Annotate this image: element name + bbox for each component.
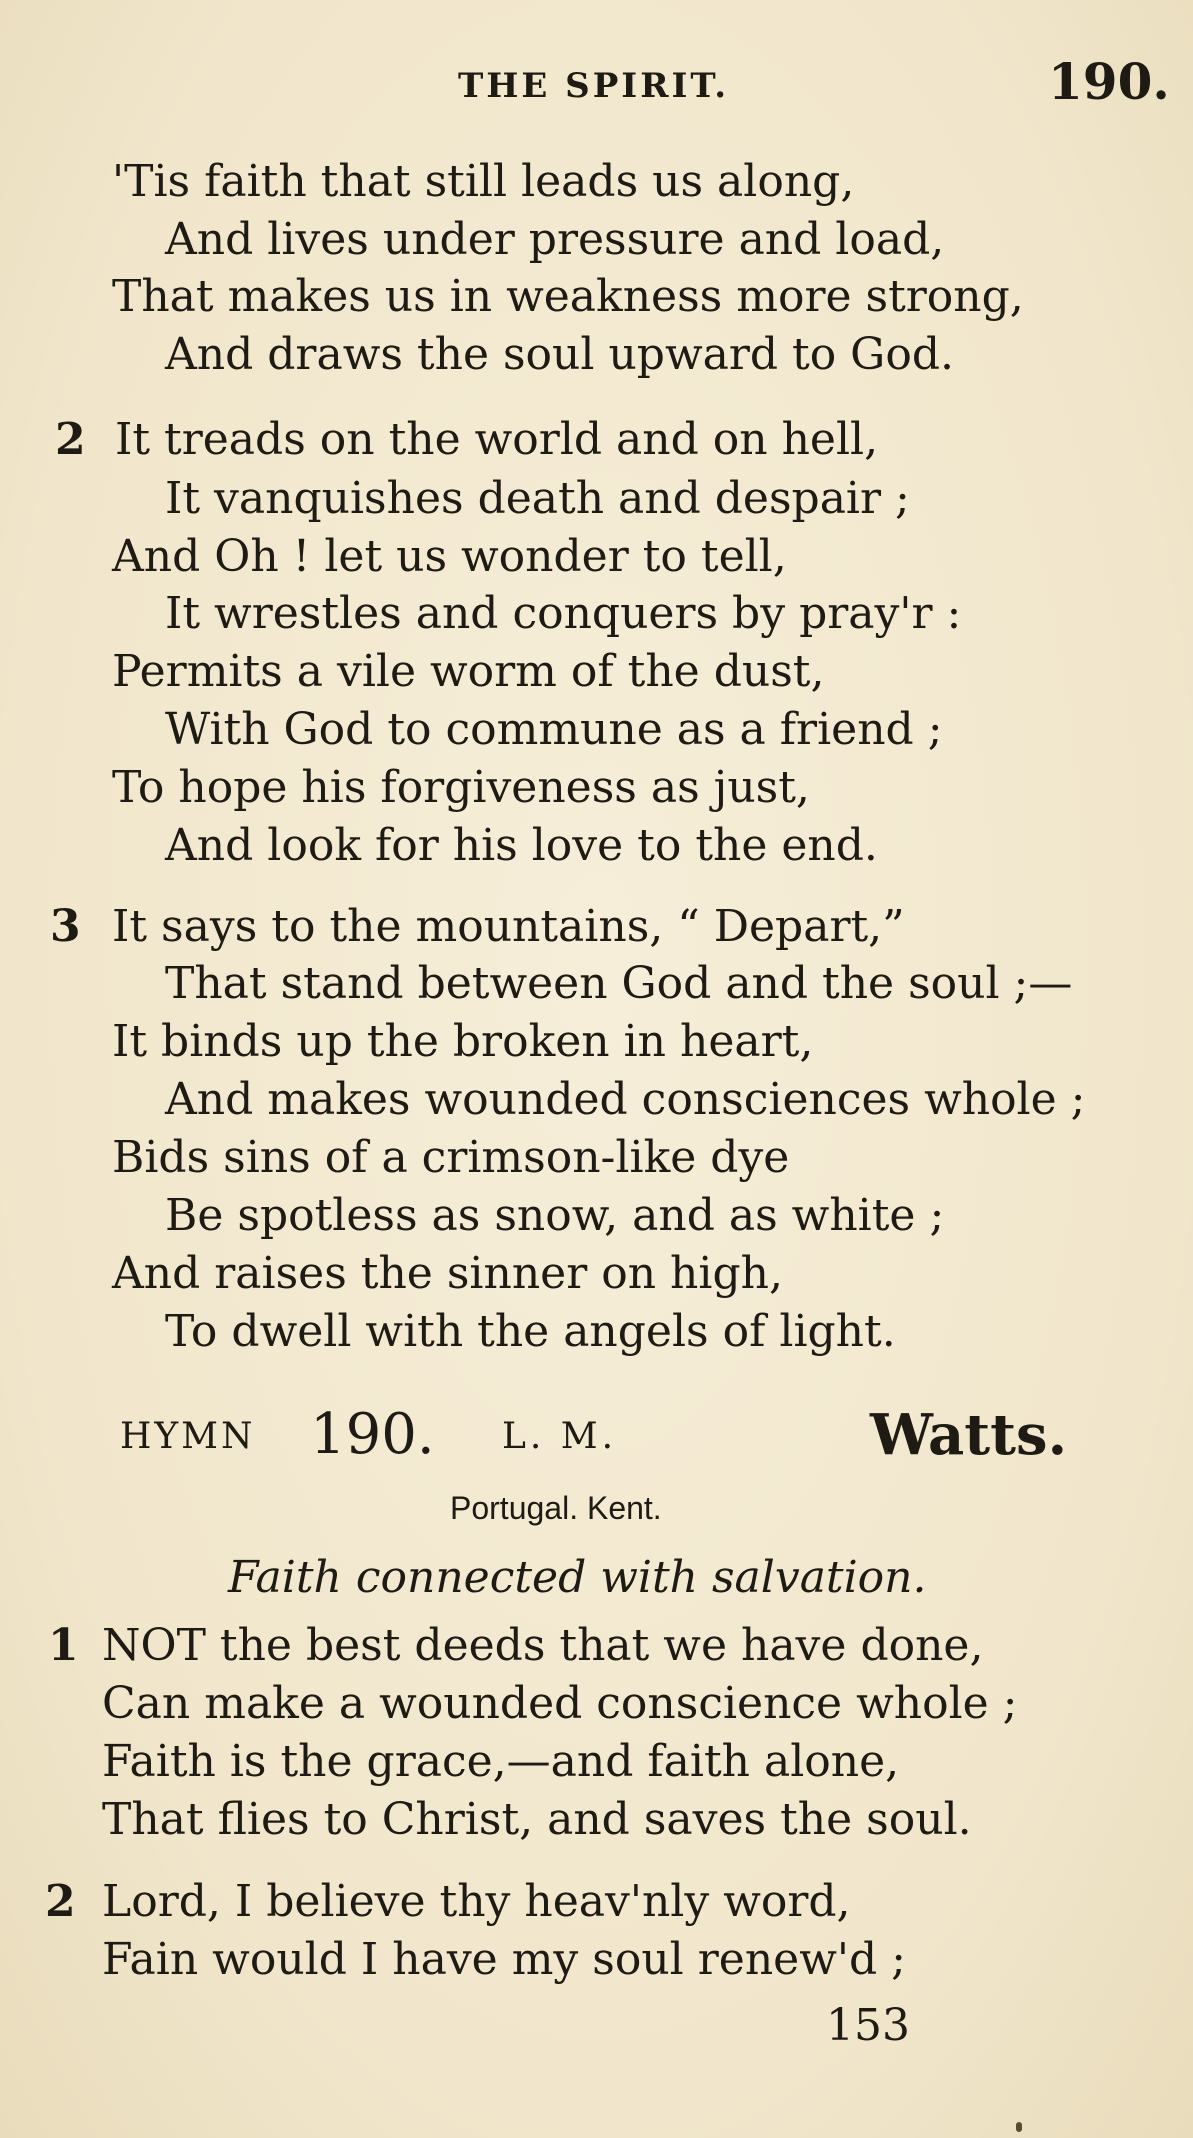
footer-page-number: 153 [826,2000,910,2051]
hymn-label: HYMN [120,1416,256,1457]
verse-line: Bids sins of a crimson-like dye [112,1132,790,1183]
hymn-number: 190. [310,1402,435,1467]
verse-line: Be spotless as snow, and as white ; [165,1190,945,1241]
hymn-author: Watts. [870,1402,1068,1468]
tune-names: Portugal. Kent. [450,1490,662,1526]
hymn-heading [120,1402,1100,1472]
verse-line: That makes us in weakness more strong, [112,271,1024,322]
hymn-page-number: 190. [1048,52,1170,111]
stanza-number: 1 [48,1620,79,1671]
verse-line: NOT the best deeds that we have done, [102,1620,984,1671]
verse-line: It binds up the broken in heart, [112,1016,814,1067]
ink-speck [1016,2122,1022,2132]
running-head [0,52,1193,118]
running-title: THE SPIRIT. [458,66,730,106]
verse-line: And raises the sinner on high, [112,1248,783,1299]
stanza-number: 3 [50,901,81,952]
verse-line: With God to commune as a friend ; [165,704,943,755]
hymn-meter: L. M. [502,1416,618,1457]
verse-line: That flies to Christ, and saves the soul. [102,1794,972,1845]
verse-line: It says to the mountains, “ Depart,” [112,901,905,952]
verse-line: Can make a wounded conscience whole ; [102,1678,1018,1729]
verse-line: And look for his love to the end. [165,820,878,871]
verse-line: Lord, I believe thy heav'nly word, [102,1876,851,1927]
verse-line: 'Tis faith that still leads us along, [112,156,855,207]
verse-line: Permits a vile worm of the dust, [112,646,825,697]
verse-line: Fain would I have my soul renew'd ; [102,1934,906,1985]
verse-line: To dwell with the angels of light. [165,1306,896,1357]
verse-line: It wrestles and conquers by pray'r : [165,588,962,639]
verse-line: It vanquishes death and despair ; [165,473,910,524]
verse-line: Faith is the grace,—and faith alone, [102,1736,900,1787]
verse-line: To hope his forgiveness as just, [112,762,810,813]
verse-line: And lives under pressure and load, [165,214,945,265]
verse-line: It treads on the world and on hell, [115,414,879,465]
hymn-subtitle: Faith connected with salvation. [228,1552,927,1603]
stanza-number: 2 [55,414,86,465]
verse-line: And Oh ! let us wonder to tell, [112,531,787,582]
stanza-number: 2 [45,1876,76,1927]
verse-line: And draws the soul upward to God. [165,329,954,380]
verse-line: That stand between God and the soul ;— [165,958,1073,1009]
verse-line: And makes wounded consciences whole ; [165,1074,1086,1125]
